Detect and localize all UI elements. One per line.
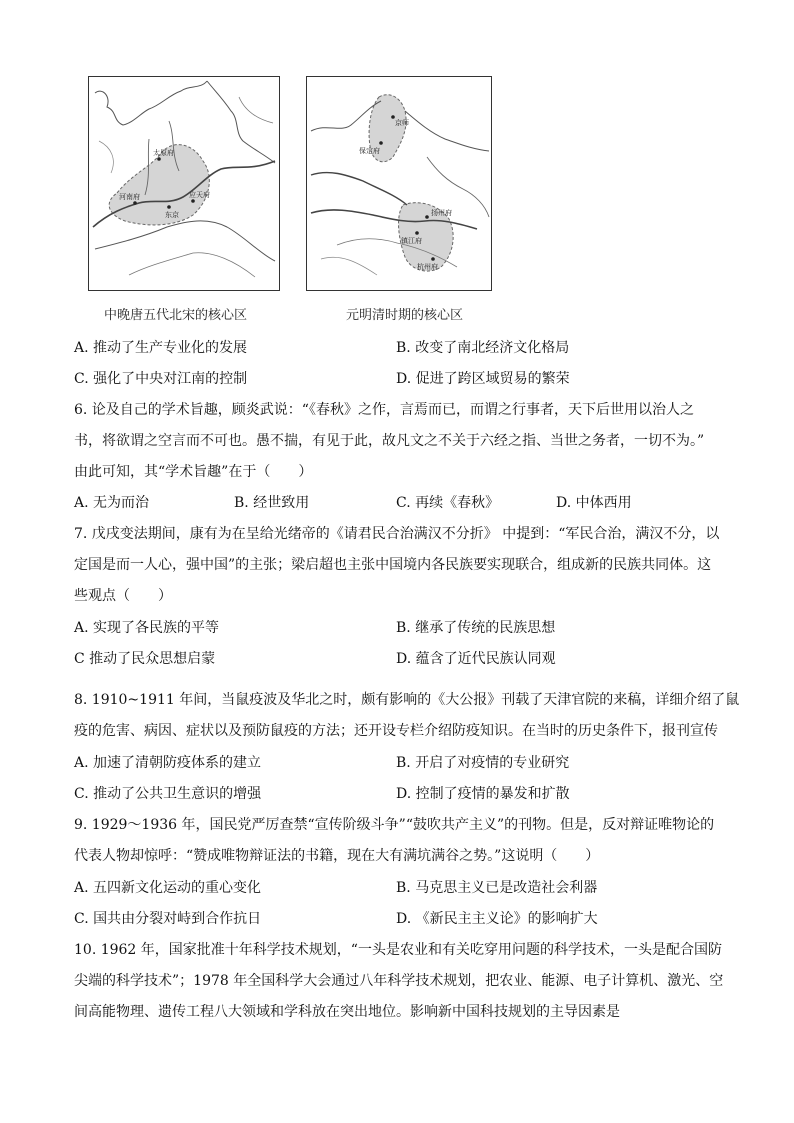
- map-label-yingtian: 应天府: [189, 191, 210, 199]
- place-dot: [431, 257, 435, 261]
- right-map-caption: 元明清时期的核心区: [346, 308, 464, 323]
- right-map: [306, 76, 492, 291]
- q5-option-a: A. 推动了生产专业化的发展: [74, 340, 248, 356]
- q7-option-b: B. 继承了传统的民族思想: [396, 620, 556, 636]
- q7-line-2: 定国是而一人心，强中国”的主张；梁启超也主张中国境内各民族要实现联合，组成新的民族共同体。这: [74, 557, 712, 573]
- q6-line-1: 6. 论及自己的学术旨趣，顾炎武说：“《春秋》之作，言焉而已，而谓之行事者，天下后世用以治人之: [74, 402, 694, 418]
- q6-line-3: 由此可知，其“学术旨趣”在于（ ）: [74, 464, 313, 480]
- q7-option-a: A. 实现了各民族的平等: [74, 620, 220, 636]
- right-map-figure: [307, 77, 491, 290]
- q6-line-2: 书，将欲谓之空言而不可也。愚不揣，有见于此，故凡文之不关于六经之指、当世之务者，一切不为。”: [74, 433, 705, 449]
- q9-option-a: A. 五四新文化运动的重心变化: [74, 880, 262, 896]
- q8-option-a: A. 加速了清朝防疫体系的建立: [74, 755, 262, 771]
- left-map: [88, 76, 280, 291]
- q9-line-1: 9. 1929～1936 年，国民党严厉查禁“宣传阶级斗争”“鼓吹共产主义”的刊物。但是，反对辩证唯物论的: [74, 817, 715, 833]
- q5-option-b: B. 改变了南北经济文化格局: [396, 340, 570, 356]
- map-label-dongjing: 东京: [165, 211, 179, 219]
- q7-option-c: C 推动了民众思想启蒙: [74, 651, 216, 667]
- map-label-hangzhou: 杭州府: [417, 263, 438, 271]
- map-label-yangzhou: 扬州府: [431, 209, 452, 217]
- q6-option-c: C. 再续《春秋》: [396, 495, 500, 511]
- q9-option-b: B. 马克思主义已是改造社会利器: [396, 880, 598, 896]
- map-label-jingshi: 京师: [395, 119, 409, 127]
- q8-line-2: 疫的危害、病因、症状以及预防鼠疫的方法；还开设专栏介绍防疫知识。在当时的历史条件下，报刊宣传: [74, 723, 718, 739]
- left-map-caption: 中晚唐五代北宋的核心区: [104, 308, 248, 323]
- place-dot: [415, 231, 419, 235]
- place-dot: [379, 141, 383, 145]
- q10-line-3: 间高能物理、遗传工程八大领域和学科放在突出地位。影响新中国科技规划的主导因素是: [74, 1004, 620, 1020]
- q8-option-b: B. 开启了对疫情的专业研究: [396, 755, 570, 771]
- q6-option-d: D. 中体西用: [556, 495, 632, 511]
- q9-option-c: C. 国共由分裂对峙到合作抗日: [74, 911, 262, 927]
- map-label-zhenjiang: 镇江府: [401, 237, 422, 245]
- map-label-henan: 河南府: [119, 193, 140, 201]
- place-dot: [425, 215, 429, 219]
- map-label-taiyuan: 太原府: [153, 149, 174, 157]
- q8-line-1: 8. 1910~1911 年间，当鼠疫波及华北之时，颇有影响的《大公报》刊载了天津官院的来稿，详细介绍了鼠: [74, 692, 740, 708]
- q10-line-2: 尖端的科学技术”；1978 年全国科学大会通过八年科学技术规划，把农业、能源、电子计算机、激光、空: [74, 973, 724, 989]
- map-label-baoding: 保定府: [359, 147, 380, 155]
- q6-option-a: A. 无为而治: [74, 495, 150, 511]
- q10-line-1: 10. 1962 年，国家批准十年科学技术规划，“一头是农业和有关吃穿用问题的科学技术，一头是配合国防: [74, 942, 722, 958]
- q7-line-1: 7. 戊戌变法期间，康有为在呈给光绪帝的《请君民合治满汉不分折》 中提到：“军民合治，满汉不分，以: [74, 526, 720, 542]
- q9-line-2: 代表人物却惊呼：“赞成唯物辩证法的书籍，现在大有满坑满谷之势。”这说明（ ）: [74, 848, 600, 864]
- place-dot: [167, 205, 171, 209]
- q7-line-3: 些观点（ ）: [74, 588, 172, 604]
- q5-option-c: C. 强化了中央对江南的控制: [74, 371, 248, 387]
- q8-option-d: D. 控制了疫情的暴发和扩散: [396, 786, 570, 802]
- q9-option-d: D. 《新民主主义论》的影响扩大: [396, 911, 598, 927]
- q8-option-c: C. 推动了公共卫生意识的增强: [74, 786, 262, 802]
- place-dot: [133, 201, 137, 205]
- place-dot: [191, 199, 195, 203]
- q6-option-b: B. 经世致用: [234, 495, 310, 511]
- place-dot: [157, 157, 161, 161]
- q5-option-d: D. 促进了跨区域贸易的繁荣: [396, 371, 570, 387]
- left-map-figure: [89, 77, 279, 290]
- q7-option-d: D. 蕴含了近代民族认同观: [396, 651, 556, 667]
